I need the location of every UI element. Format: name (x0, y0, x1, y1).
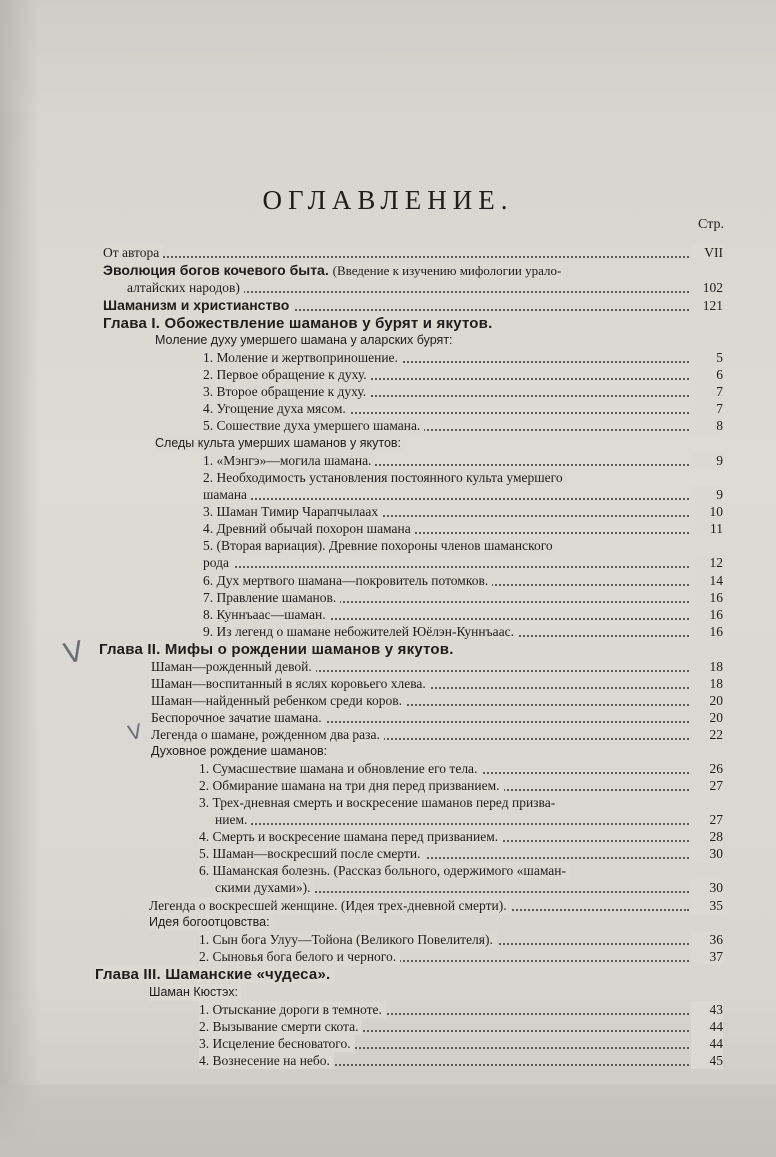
toc-entry-title: Беспорочное зачатие шамана. (151, 709, 326, 726)
toc-entry-title: 4. Вознесение на небо. (199, 1052, 334, 1069)
toc-entry (151, 692, 723, 709)
toc-entry-title: 8. Куннъаас—шаман. (203, 606, 330, 623)
toc-entry (103, 297, 723, 314)
toc-entry (203, 537, 723, 554)
toc-page-number: 7 (691, 383, 723, 400)
toc-page-number: 20 (691, 709, 723, 726)
toc-entry (95, 966, 723, 983)
toc-entry (215, 879, 723, 896)
toc-entry-title: 2. Вызывание смерти скота. (199, 1018, 362, 1035)
toc-entry (151, 709, 723, 726)
toc-entry-title: Духовное рождение шаманов: (151, 743, 331, 760)
toc-entry (151, 726, 723, 743)
toc-entry (203, 349, 723, 366)
toc-entry (203, 452, 723, 469)
toc-page-number: 30 (691, 845, 723, 862)
dot-leader (103, 256, 689, 258)
toc-entry (203, 554, 723, 571)
toc-entry (199, 948, 723, 965)
toc-entry (151, 743, 723, 760)
toc-entry-title: 1. Сын бога Улуу—Тойона (Великого Повелителя). (199, 931, 497, 948)
toc-page-number: 43 (691, 1001, 723, 1018)
toc-entry (155, 435, 723, 452)
toc-entry-title: 2. Обмирание шамана на три дня перед призванием. (199, 777, 504, 794)
toc-entry (149, 914, 723, 931)
toc-entry (199, 760, 723, 777)
toc-entry (203, 486, 723, 503)
toc-entry-title: 5. Сошествие духа умершего шамана. (203, 417, 424, 434)
toc-page-number: 28 (691, 828, 723, 845)
toc-entry-title: алтайских народов) (127, 279, 244, 296)
toc-entry-title: 5. Шаман—воскресший после смерти. (199, 845, 425, 862)
toc-entry (199, 1018, 723, 1035)
dot-leader (203, 498, 689, 500)
toc-entry-title: 4. Угощение духа мясом. (203, 400, 350, 417)
toc-entry-title: 5. (Вторая вариация). Древние похороны членов шаманского (203, 537, 557, 554)
toc-entry-title: 1. Моление и жертвоприношение. (203, 349, 402, 366)
margin-check-mark: V (125, 718, 145, 746)
toc-entry-title: 2. Первое обращение к духу. (203, 366, 371, 383)
toc-entry-title: 7. Правление шаманов. (203, 589, 340, 606)
toc-entry-title: 1. Сумасшествие шамана и обновление его тела. (199, 760, 481, 777)
toc-page-number: 18 (691, 658, 723, 675)
toc-entry-title: 1. Отыскание дороги в темноте. (199, 1001, 386, 1018)
toc-page-number: 121 (691, 297, 723, 314)
toc-entry (203, 417, 723, 434)
toc-entry-title: 3. Исцеление бесноватого. (199, 1035, 355, 1052)
margin-check-mark: V (60, 634, 87, 671)
toc-entry-title: 6. Шаманская болезнь. (Рассказ больного, одержимого «шаман- (199, 862, 570, 879)
toc-page-number: 22 (691, 726, 723, 743)
toc-entry-title: 6. Дух мертвого шамана—покровитель потомков. (203, 572, 492, 589)
toc-page-number: 37 (691, 948, 723, 965)
toc-entry (127, 279, 723, 296)
toc-entry-title: Моление духу умершего шамана у аларских бурят: (155, 332, 457, 349)
toc-page-number: 26 (691, 760, 723, 777)
toc-entry-title: Легенда о шамане, рожденном два раза. (151, 726, 384, 743)
toc-entry-title: Шаманизм и христианство (103, 297, 293, 314)
toc-entry-title: 3. Трех-дневная смерть и воскресение шаманов перед призва- (199, 794, 559, 811)
toc-entry (203, 572, 723, 589)
toc-entry-title: Легенда о воскресшей женщине. (Идея трех-дневной смерти). (149, 897, 511, 914)
toc-entry (203, 623, 723, 640)
toc-page-number: 16 (691, 606, 723, 623)
toc-entry (203, 400, 723, 417)
toc-page-number: 44 (691, 1035, 723, 1052)
toc-entry-title: Идея богоотцовства: (149, 914, 274, 931)
toc-page-number: 27 (691, 777, 723, 794)
toc-entry (203, 589, 723, 606)
toc-entry (199, 828, 723, 845)
toc-entry (199, 931, 723, 948)
toc-entry-title: 2. Сыновья бога белого и черного. (199, 948, 400, 965)
toc-entry-title: От автора (103, 244, 163, 261)
dot-leader (215, 823, 689, 825)
toc-page-number: 36 (691, 931, 723, 948)
toc-entry-title: Глава I. Обожествление шаманов у бурят и якутов. (103, 315, 496, 332)
toc-entry-title: нием. (215, 811, 251, 828)
toc-page-number: VII (691, 244, 723, 261)
toc-entry (199, 862, 723, 879)
toc-entry-title: Глава II. Мифы о рождении шаманов у якутов. (99, 641, 458, 658)
toc-entry (155, 332, 723, 349)
toc-entry (103, 315, 723, 332)
toc-entry (149, 984, 723, 1001)
dot-leader (203, 566, 689, 568)
toc-page-number: 11 (691, 520, 723, 537)
toc-entry (203, 366, 723, 383)
toc-entry-title: Шаман Кюстэх: (149, 984, 242, 1001)
toc-entry-title: Глава III. Шаманские «чудеса». (95, 966, 334, 983)
toc-page-number: 20 (691, 692, 723, 709)
toc-entry (199, 794, 723, 811)
page-title: ОГЛАВЛЕНИЕ. (262, 185, 514, 215)
toc-page-number: 6 (691, 366, 723, 383)
toc-entry (199, 845, 723, 862)
toc-entry-title: 3. Второе обращение к духу. (203, 383, 370, 400)
toc-entry-subtitle: (Введение к изучению мифологии урало- (332, 263, 562, 278)
toc-entry (103, 244, 723, 261)
toc-entry-title: 4. Смерть и воскресение шамана перед призванием. (199, 828, 502, 845)
toc-entry-title: Шаман—воспитанный в яслях коровьего хлева. (151, 675, 430, 692)
toc-page-number: 16 (691, 589, 723, 606)
toc-entry (203, 503, 723, 520)
toc-entry-title: шамана (203, 486, 251, 503)
toc-entry-heading (103, 262, 565, 279)
toc-entry-title: рода (203, 554, 233, 571)
toc-entry-title: Эволюция богов кочевого быта. (103, 262, 329, 278)
toc-entry (203, 383, 723, 400)
toc-entry-title: 1. «Мэнгэ»—могила шамана. (203, 452, 375, 469)
toc-entry (199, 777, 723, 794)
toc-page-number: 30 (691, 879, 723, 896)
toc-page-number: 27 (691, 811, 723, 828)
toc-page-number: 7 (691, 400, 723, 417)
page-column-label: Стр. (698, 217, 724, 232)
toc-entry (199, 1001, 723, 1018)
toc-entry (203, 469, 723, 486)
toc-page-number: 35 (691, 897, 723, 914)
toc-entry-title: 4. Древний обычай похорон шамана (203, 520, 415, 537)
toc-entry-title: Шаман—найденный ребенком среди коров. (151, 692, 406, 709)
toc-entry-title: 2. Необходимость установления постоянного культа умершего (203, 469, 567, 486)
toc-entry-title: скими духами»). (215, 879, 315, 896)
toc-entry (103, 262, 723, 279)
toc-page-number: 14 (691, 572, 723, 589)
toc-entry (199, 1052, 723, 1069)
toc-entry (149, 897, 723, 914)
toc-entry (151, 675, 723, 692)
toc-entry-title: 3. Шаман Тимир Чарапчылаах (203, 503, 382, 520)
toc-page-number: 44 (691, 1018, 723, 1035)
toc-page-number: 16 (691, 623, 723, 640)
toc-page-number: 9 (691, 452, 723, 469)
toc-page-number: 18 (691, 675, 723, 692)
toc-page-number: 102 (691, 279, 723, 296)
toc-page-number: 9 (691, 486, 723, 503)
toc-page-number: 12 (691, 554, 723, 571)
toc-entry (199, 1035, 723, 1052)
toc-page-number: 5 (691, 349, 723, 366)
toc-page-number: 10 (691, 503, 723, 520)
toc-page-number: 8 (691, 417, 723, 434)
toc-entry-title: 9. Из легенд о шамане небожителей Юёлэн-Куннъаас. (203, 623, 518, 640)
toc-entry-title: Шаман—рожденный девой. (151, 658, 316, 675)
toc-entry (151, 658, 723, 675)
toc-entry (203, 520, 723, 537)
toc-entry (203, 606, 723, 623)
toc-entry (99, 641, 723, 658)
toc-entry (215, 811, 723, 828)
toc-page-number: 45 (691, 1052, 723, 1069)
toc-entry-title: Следы культа умерших шаманов у якутов: (155, 435, 405, 452)
